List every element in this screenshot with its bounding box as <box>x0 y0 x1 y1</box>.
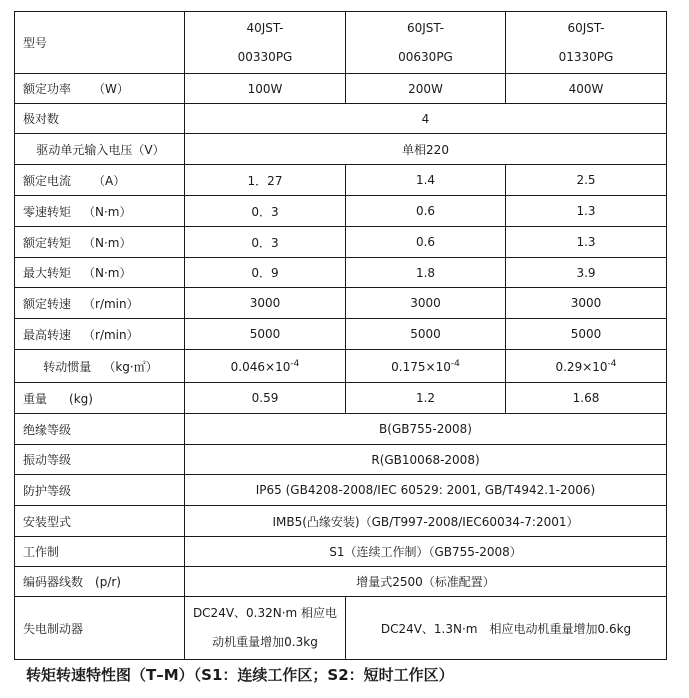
value-cell: 0．9 <box>185 258 346 288</box>
value-cell: 1.2 <box>346 383 506 414</box>
row-label <box>15 567 185 597</box>
value-cell: 3000 <box>506 288 667 319</box>
row-label-text: 重量 <box>23 391 48 406</box>
row-label <box>15 258 185 288</box>
row-label-unit: （N·m） <box>83 204 132 219</box>
value-cell-merged: S1（连续工作制）（GB755-2008） <box>185 537 667 567</box>
inertia-exponent: -4 <box>290 358 300 369</box>
row-label-text: 额定转矩 <box>23 235 72 250</box>
value-cell-merged: R(GB10068-2008) <box>185 445 667 475</box>
row-label-text: 额定功率 <box>23 82 72 96</box>
table-row-mounting <box>15 506 667 537</box>
table-row-duty <box>15 537 667 567</box>
row-label-unit: （r/min） <box>83 327 139 342</box>
table-row-protection <box>15 475 667 506</box>
value-cell: 1.3 <box>506 227 667 258</box>
table-row-encoder <box>15 567 667 597</box>
table-row-max-speed <box>15 319 667 350</box>
table-row-max-torque <box>15 258 667 288</box>
row-label-text: 零速转矩 <box>23 204 72 219</box>
table-row-rated-speed <box>15 288 667 319</box>
inertia-mantissa: 0.046×10 <box>230 359 291 374</box>
row-label <box>15 383 185 414</box>
row-label-unit: (p/r) <box>95 575 121 589</box>
value-cell: 1.3 <box>506 196 667 227</box>
model-line-2: 01330PG <box>558 49 614 64</box>
row-label: 振动等级 <box>15 445 185 475</box>
row-label-text: 额定转速 <box>23 296 72 311</box>
table-row-rated-torque <box>15 227 667 258</box>
value-cell: 5000 <box>346 319 506 350</box>
value-cell: 1.8 <box>346 258 506 288</box>
value-cell: 5000 <box>185 319 346 350</box>
row-label-unit: （W） <box>93 82 129 96</box>
value-cell: 5000 <box>506 319 667 350</box>
value-cell: 1．27 <box>185 165 346 196</box>
inertia-exponent: -4 <box>607 358 617 369</box>
value-cell-merged: IMB5(凸缘安装)（GB/T997-2008/IEC60034-7:2001） <box>185 506 667 537</box>
row-label: 极对数 <box>15 104 185 134</box>
row-label: 驱动单元输入电压（V） <box>15 134 185 165</box>
inertia-mantissa: 0.29×10 <box>555 359 608 374</box>
row-label-unit: （N·m） <box>83 235 132 250</box>
row-label-unit: （A） <box>93 173 126 188</box>
table-row-inertia <box>15 350 667 383</box>
row-label <box>15 319 185 350</box>
table-row-weight <box>15 383 667 414</box>
row-label <box>15 196 185 227</box>
table-row-zero-torque <box>15 196 667 227</box>
model-line-1: 40JST- <box>246 20 284 35</box>
value-cell: 3000 <box>346 288 506 319</box>
value-cell: 2.5 <box>506 165 667 196</box>
table-row-brake <box>15 597 667 660</box>
value-cell <box>185 350 346 383</box>
value-cell: 1.4 <box>346 165 506 196</box>
row-label: 工作制 <box>15 537 185 567</box>
row-label-unit: （kg·㎡） <box>103 359 158 374</box>
row-label <box>15 165 185 196</box>
value-cell: 400W <box>506 74 667 104</box>
spec-table <box>14 11 667 660</box>
row-label: 失电制动器 <box>15 597 185 660</box>
value-cell-merged: DC24V、1.3N·m 相应电动机重量增加0.6kg <box>346 597 667 660</box>
table-row-input-voltage <box>15 134 667 165</box>
row-label-text: 额定电流 <box>23 173 72 188</box>
chart-caption: 转矩转速特性图（T–M）（S1：连续工作区；S2：短时工作区） <box>26 666 454 684</box>
value-cell <box>346 350 506 383</box>
value-cell: 3.9 <box>506 258 667 288</box>
value-cell: 3000 <box>185 288 346 319</box>
inertia-mantissa: 0.175×10 <box>391 359 451 374</box>
row-label <box>15 350 185 383</box>
value-cell: DC24V、0.32N·m 相应电动机重量增加0.3kg <box>185 597 346 660</box>
value-cell: 100W <box>185 74 346 104</box>
model-label: 型号 <box>15 12 185 74</box>
value-cell: 1.68 <box>506 383 667 414</box>
value-cell-merged: 单相220 <box>185 134 667 165</box>
row-label-text: 编码器线数 <box>23 575 84 589</box>
model-cell <box>506 12 667 74</box>
table-row-poles <box>15 104 667 134</box>
row-label-unit: (kg) <box>69 391 93 406</box>
table-row-model <box>15 12 667 74</box>
model-cell <box>185 12 346 74</box>
model-line-1: 60JST- <box>567 20 605 35</box>
row-label: 安装型式 <box>15 506 185 537</box>
model-line-1: 60JST- <box>407 20 444 35</box>
row-label-text: 最高转速 <box>23 327 72 342</box>
value-cell: 0.6 <box>346 227 506 258</box>
row-label <box>15 288 185 319</box>
model-line-2: 00630PG <box>398 49 453 64</box>
value-cell <box>506 350 667 383</box>
table-row-rated-power <box>15 74 667 104</box>
value-cell: 200W <box>346 74 506 104</box>
value-cell: 0．3 <box>185 196 346 227</box>
inertia-exponent: -4 <box>450 358 460 369</box>
row-label-text: 转动惯量 <box>43 359 92 374</box>
table-row-vibration <box>15 445 667 475</box>
value-cell: 0.6 <box>346 196 506 227</box>
model-cell <box>346 12 506 74</box>
row-label-unit: （r/min） <box>83 296 139 311</box>
row-label: 绝缘等级 <box>15 414 185 445</box>
value-cell: 0.59 <box>185 383 346 414</box>
table-row-insulation <box>15 414 667 445</box>
model-line-2: 00330PG <box>237 49 293 64</box>
value-cell-merged: IP65 (GB4208-2008/IEC 60529: 2001, GB/T4942.1-2006) <box>185 475 667 506</box>
value-cell-merged: 增量式2500（标准配置） <box>185 567 667 597</box>
row-label-text: 最大转矩 <box>23 266 72 280</box>
row-label: 防护等级 <box>15 475 185 506</box>
row-label-unit: （N·m） <box>83 266 132 280</box>
value-cell: 0．3 <box>185 227 346 258</box>
row-label <box>15 74 185 104</box>
value-cell-merged: B(GB755-2008) <box>185 414 667 445</box>
value-cell-merged: 4 <box>185 104 667 134</box>
table-row-rated-current <box>15 165 667 196</box>
row-label <box>15 227 185 258</box>
